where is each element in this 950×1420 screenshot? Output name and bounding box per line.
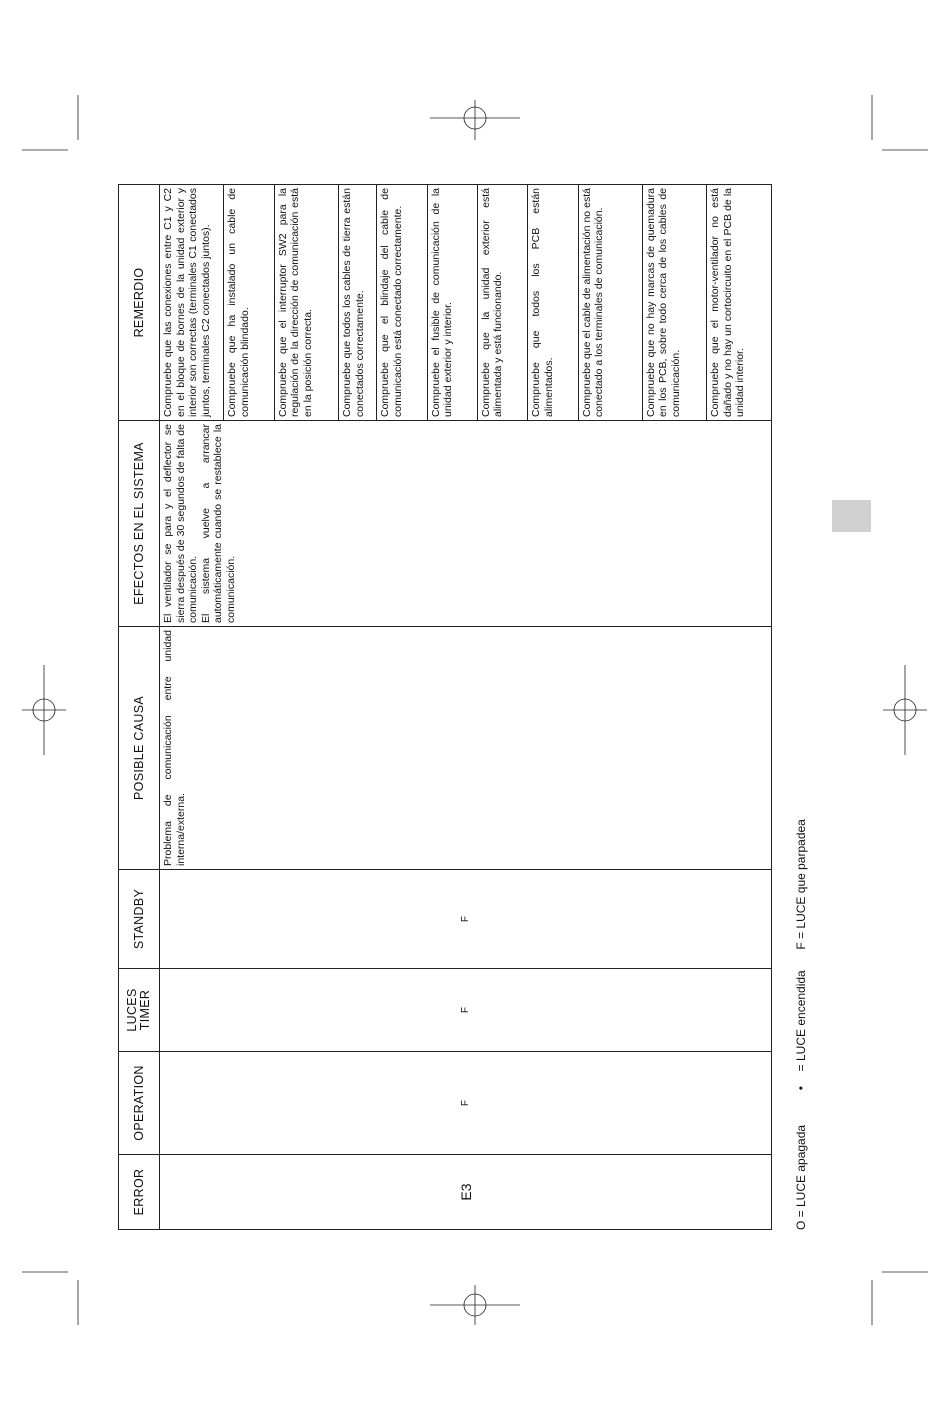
header-timer-label: TIMER: [138, 989, 152, 1031]
remedy-item: Compruebe que ha instalado un cable de comunicación blindado.: [224, 185, 274, 420]
remedies-cell: [160, 185, 772, 421]
remedy-item: Compruebe que el motor-ventilador no está dañado y no hay un cortocircuito en el PCB de la unidad interior.: [709, 188, 747, 417]
remedy-item: Compruebe que todos los PCB están alimentados.: [528, 185, 578, 420]
table-row: [160, 185, 772, 1230]
registration-target-top: [430, 100, 520, 140]
header-cause: POSIBLE CAUSA: [119, 627, 160, 870]
legend-on-symbol: •: [794, 1086, 808, 1091]
header-remedy: REMERDIO: [119, 185, 160, 421]
remedy-item: Compruebe que no hay marcas de quemadura en los PCB, sobre todo cerca de los cables de comunicación.: [642, 185, 706, 420]
troubleshooting-table-container: [118, 185, 772, 1230]
remedy-item: Compruebe el fusible de comunicación de la unidad exterior y interior.: [427, 185, 477, 420]
legend-on: = LUCE encendida: [794, 970, 808, 1072]
registration-target-bottom: [430, 1285, 520, 1325]
header-standby: STANDBY: [119, 870, 160, 969]
header-operation: OPERATION: [119, 1052, 160, 1155]
effect-text: El ventilador se para y el deflector se sierra después de 30 segundos de falta de comunicación.: [162, 424, 199, 623]
troubleshooting-table: [118, 184, 772, 1230]
led-legend: [794, 819, 808, 1230]
remedy-item: Compruebe que las conexiones entre C1 y C2 en el bloque de bornes de la unidad exterior y interior son correctas (terminales C1 conectados juntos, terminales C2 conectados juntos).: [160, 185, 224, 420]
error-code: E3: [160, 1155, 772, 1230]
cause-cell: Problema de comunicación entre unidad interna/externa.: [160, 627, 772, 870]
legend-off: O = LUCE apagada: [794, 1124, 808, 1230]
registration-target-right: [883, 665, 927, 755]
effect-text: El sistema vuelve a arrancar automáticamente cuando se restablece la comunicación.: [199, 424, 237, 623]
legend-flash: F = LUCE que parpadea: [794, 819, 808, 950]
timer-led: F: [160, 969, 772, 1052]
remedy-item: Compruebe que la unidad exterior está alimentada y está funcionando.: [477, 185, 527, 420]
header-effects: EFECTOS EN EL SISTEMA: [119, 421, 160, 627]
remedy-item: Compruebe que el cable de alimentación no está conectado a los terminales de comunicación.: [578, 185, 642, 420]
section-tab: [832, 500, 871, 532]
operation-led: F: [160, 1052, 772, 1155]
remedy-item: Compruebe que el blindaje del cable de comunicación está conectado correctamente.: [377, 185, 427, 420]
remedy-item: Compruebe que todos los cables de tierra están conectados correctamente.: [339, 185, 377, 420]
standby-led: F: [160, 870, 772, 969]
remedies-list: [160, 185, 771, 420]
table-header-row: [119, 185, 160, 1230]
registration-target-left: [22, 665, 66, 755]
remedy-item: Compruebe que el interruptor SW2 para la regulación de la dirección de comunicación está en la posición correcta.: [274, 185, 338, 420]
header-error: ERROR: [119, 1155, 160, 1230]
header-luces: LUCES: [125, 988, 139, 1032]
header-timer: [119, 969, 160, 1052]
effects-cell: [160, 421, 772, 627]
